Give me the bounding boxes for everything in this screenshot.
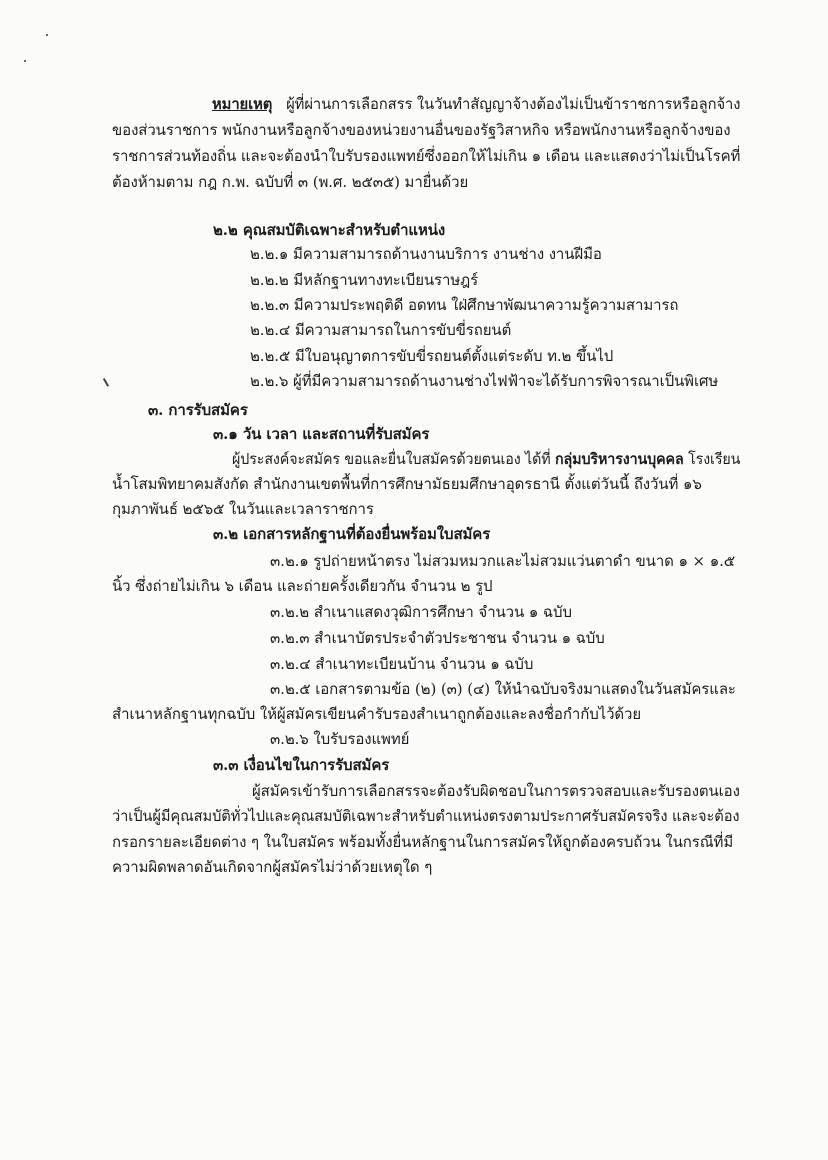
section-2-2-heading: ๒.๒ คุณสมบัติเฉพาะสำหรับตำแหน่ง (213, 221, 446, 239)
section-3-1-line-2: น้ำโสมพิทยาคมสังกัด สำนักงานเขตพื้นที่การศึกษามัธยมศึกษาอุดรธานี ตั้งแต่วันนี้ ถึงวันที่ ๑๖ (112, 475, 702, 493)
section-3-3-line-3: กรอกรายละเอียดต่าง ๆ ในใบสมัคร พร้อมทั้งยื่นหลักฐานในการสมัครให้ถูกต้องครบถ้วน ในกรณีที่มี (112, 833, 734, 851)
list-item: ๓.๒.๒ สำเนาแสดงวุฒิการศึกษา จำนวน ๑ ฉบับ (270, 603, 572, 621)
section-3-3-line-4: ความผิดพลาดอันเกิดจากผู้สมัครไม่ว่าด้วยเหตุใด ๆ (112, 858, 433, 876)
section-3-1-line-1 (232, 449, 740, 469)
note-line-4: ต้องห้ามตาม กฎ ก.พ. ฉบับที่ ๓ (พ.ศ. ๒๕๓๕) มายื่นด้วย (112, 173, 469, 191)
list-item: ๒.๒.๖ ผู้ที่มีความสามารถด้านงานช่างไฟฟ้าจะได้รับการพิจารณาเป็นพิเศษ (250, 372, 719, 390)
list-item: ๒.๒.๕ มีใบอนุญาตการขับขี่รถยนต์ตั้งแต่ระดับ ท.๒ ขึ้นไป (250, 347, 614, 365)
section-3-3-line-1: ผู้สมัครเข้ารับการเลือกสรรจะต้องรับผิดชอบในการตรวจสอบและรับรองตนเอง (252, 782, 740, 800)
list-item: ๒.๒.๑ มีความสามารถด้านงานบริการ งานช่าง งานฝีมือ (250, 245, 602, 263)
list-item: ๓.๒.๖ ใบรับรองแพทย์ (270, 730, 410, 748)
list-item: ๒.๒.๒ มีหลักฐานทางทะเบียนราษฎร์ (250, 271, 479, 289)
section-3-1-line-3: กุมภาพันธ์ ๒๕๖๕ ในวันและเวลาราชการ (112, 500, 374, 518)
list-item: ๓.๒.๓ สำเนาบัตรประจำตัวประชาชน จำนวน ๑ ฉบับ (270, 629, 605, 647)
list-item: ๓.๒.๕ เอกสารตามข้อ (๒) (๓) (๔) ให้นำฉบับจริงมาแสดงในวันสมัครและ (270, 680, 736, 698)
note-line-1 (212, 94, 740, 114)
office-name: กลุ่มบริหารงานบุคคล (555, 450, 684, 468)
scan-speck (24, 60, 26, 62)
section-3-3-heading: ๓.๓ เงื่อนไขในการรับสมัคร (213, 756, 390, 774)
list-item: ๒.๒.๓ มีความประพฤติดี อดทน ใฝ่ศึกษาพัฒนาความรู้ความสามารถ (250, 296, 679, 314)
section-3-1-heading: ๓.๑ วัน เวลา และสถานที่รับสมัคร (213, 425, 430, 443)
list-item: ๒.๒.๔ มีความสามารถในการขับขี่รถยนต์ (250, 321, 512, 339)
list-item-continuation: สำเนาหลักฐานทุกฉบับ ให้ผู้สมัครเขียนคำรับรองสำเนาถูกต้องและลงชื่อกำกับไว้ด้วย (112, 705, 642, 723)
list-item: ๓.๒.๔ สำเนาทะเบียนบ้าน จำนวน ๑ ฉบับ (270, 655, 534, 673)
section-3-heading: ๓. การรับสมัคร (148, 401, 248, 419)
text-run: โรงเรียน (688, 450, 741, 468)
note-line-2: ของส่วนราชการ พนักงานหรือลูกจ้างของหน่วยงานอื่นของรัฐวิสาหกิจ หรือพนักงานหรือลูกจ้างของ (112, 121, 731, 139)
text-run: ผู้ประสงค์จะสมัคร ขอและยื่นใบสมัครด้วยตนเอง ได้ที่ (232, 450, 551, 468)
note-text: ผู้ที่ผ่านการเลือกสรร ในวันทำสัญญาจ้างต้องไม่เป็นข้าราชการหรือลูกจ้าง (286, 95, 741, 113)
pen-mark (103, 378, 109, 387)
list-item: ๓.๒.๑ รูปถ่ายหน้าตรง ไม่สวมหมวกและไม่สวมแว่นตาดำ ขนาด ๑ × ๑.๕ (270, 552, 736, 570)
note-label: หมายเหตุ (212, 95, 273, 113)
list-item-continuation: นิ้ว ซึ่งถ่ายไม่เกิน ๖ เดือน และถ่ายครั้งเดียวกัน จำนวน ๒ รูป (112, 577, 493, 595)
section-3-3-line-2: ว่าเป็นผู้มีคุณสมบัติทั่วไปและคุณสมบัติเฉพาะสำหรับตำแหน่งตรงตามประกาศรับสมัครจริง และจะต้อง (112, 807, 740, 825)
section-3-2-heading: ๓.๒ เอกสารหลักฐานที่ต้องยื่นพร้อมใบสมัคร (213, 525, 491, 543)
scan-speck (46, 34, 48, 36)
note-line-3: ราชการส่วนท้องถิ่น และจะต้องนำใบรับรองแพทย์ซึ่งออกให้ไม่เกิน ๑ เดือน และแสดงว่าไม่เป็นโรคที่ (112, 147, 741, 165)
